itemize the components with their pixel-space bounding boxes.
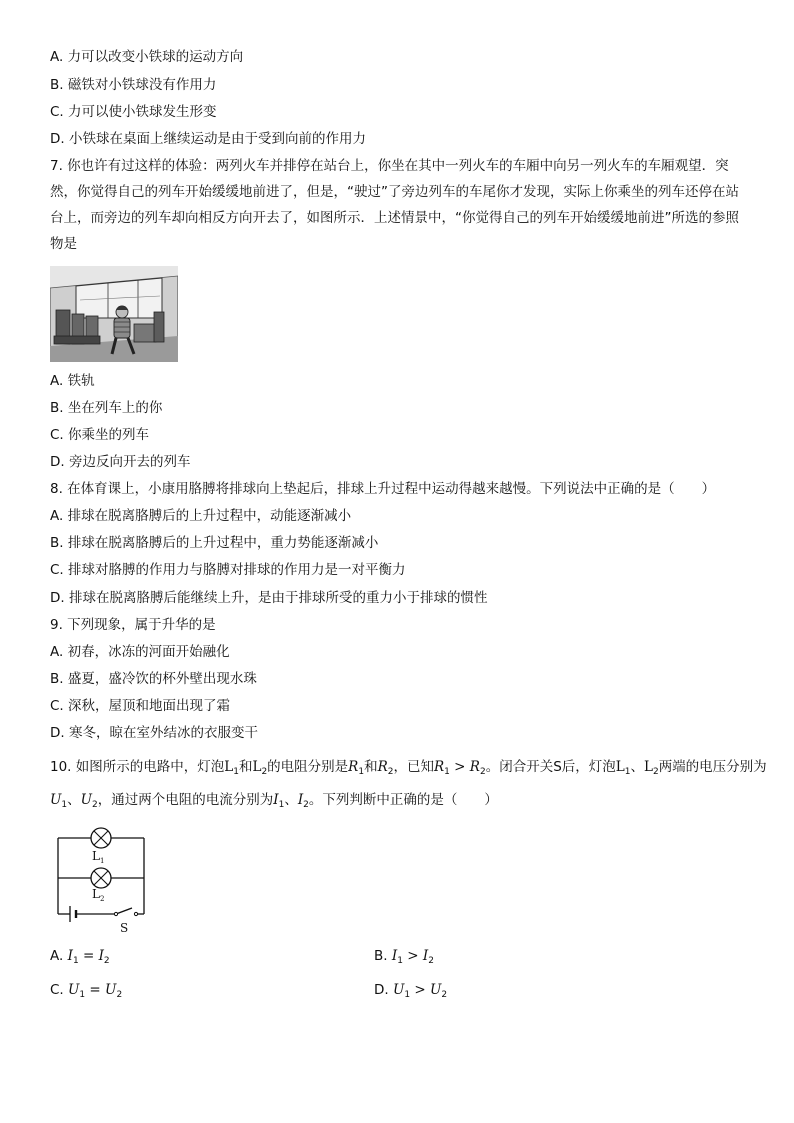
q8-option-d: D. 排球在脱离胳膊后能继续上升，是由于排球所受的重力小于排球的惯性	[50, 590, 488, 606]
q10-subscript: 2	[92, 800, 98, 810]
q10-symbol: L	[252, 759, 262, 775]
q10-symbol: I	[422, 948, 429, 964]
q10-text: ，已知	[393, 759, 434, 775]
q10-symbol: I	[391, 948, 398, 964]
q9-option-d: D. 寒冬，晾在室外结冰的衣服变干	[50, 725, 258, 741]
q10-stem-line1	[50, 758, 767, 776]
q10-subscript: 1	[72, 956, 79, 966]
q10-subscript: 1	[61, 800, 68, 810]
q10-subscript: 2	[652, 767, 659, 777]
q10-symbol: U	[50, 792, 62, 808]
q10-option-c	[50, 981, 122, 999]
q10-text: 、	[67, 792, 81, 808]
q7-option-d: D. 旁边反向开去的列车	[50, 454, 191, 470]
q10-option-d	[374, 981, 447, 999]
q10-subscript: 1	[79, 990, 86, 1000]
q7-option-a: A. 铁轨	[50, 373, 95, 389]
q6-option-c: C. 力可以使小铁球发生形变	[50, 104, 217, 120]
q6-option-b: B. 磁铁对小铁球没有作用力	[50, 77, 217, 93]
q10-subscript: 2	[261, 767, 268, 777]
q10-symbol: U	[80, 792, 93, 808]
q7-option-b: B. 坐在列车上的你	[50, 400, 163, 416]
q9-option-a: A. 初春，冰冻的河面开始融化	[50, 644, 230, 660]
q10-subscript: 1	[624, 767, 631, 777]
lamp-l1-icon	[91, 828, 111, 848]
label-l2: $L_2$	[92, 887, 105, 903]
q10-relation: >	[402, 948, 423, 964]
q10-text: 的电阻分别是	[267, 759, 349, 775]
q10-text: 、	[630, 759, 644, 775]
q10-subscript: 1	[397, 956, 403, 966]
q9-stem: 9. 下列现象，属于升华的是	[50, 617, 216, 633]
q10-subscript: 2	[103, 956, 110, 966]
q7-stem: 7. 你也许有过这样的体验：两列火车并排停在站台上，你坐在其中一列火车的车厢中向另一列火车的车厢观望．突然，你觉得自己的列车开始缓缓地前进了，但是，“驶过”了旁边列车的车尾你才发现，实际上你乘坐的列车还停在站台上，而旁边的列车却向相反方向开去了，如图所示．上述情景中，“你觉得自己的列车开始缓缓地前进”所选的参照物是	[50, 158, 739, 252]
q10-symbol: I	[67, 948, 73, 964]
q10-symbol: R	[377, 759, 388, 775]
q6-option-a: A. 力可以改变小铁球的运动方向	[50, 49, 244, 65]
option-prefix: C.	[50, 982, 69, 998]
q10-text: ，通过两个电阻的电流分别为	[97, 792, 274, 808]
lamp-l2-icon	[91, 868, 111, 888]
q10-symbol: I	[98, 948, 104, 964]
q10-symbol: U	[392, 982, 405, 998]
q10-symbol: R	[469, 759, 480, 775]
battery-icon	[70, 906, 76, 922]
label-switch: S	[120, 921, 129, 935]
q10-relation: >	[410, 982, 431, 998]
q10-text: 。闭合开关S后，灯泡	[485, 759, 616, 775]
q10-symbol: U	[430, 982, 442, 998]
circuit-diagram	[52, 826, 152, 936]
option-prefix: A.	[50, 948, 68, 964]
q10-text: 10. 如图所示的电路中，灯泡	[50, 759, 225, 775]
q10-symbol: L	[615, 759, 625, 775]
q10-symbol: R	[433, 759, 445, 775]
q10-symbol: U	[105, 982, 117, 998]
q10-symbol: R	[348, 759, 359, 775]
q8-option-b: B. 排球在脱离胳膊后的上升过程中，重力势能逐渐减小	[50, 535, 379, 551]
q10-subscript: 1	[404, 990, 411, 1000]
q10-symbol: L	[224, 759, 234, 775]
q8-stem: 8. 在体育课上，小康用胳膊将排球向上垫起后，排球上升过程中运动得越来越慢。下列说法中正确的是（ ）	[50, 481, 716, 497]
q10-subscript: 1	[278, 800, 285, 810]
q7-option-c: C. 你乘坐的列车	[50, 427, 150, 443]
q9-option-b: B. 盛夏，盛冷饮的杯外壁出现水珠	[50, 671, 257, 687]
q10-subscript: 2	[387, 767, 394, 777]
q10-text: 两端的电压分别为	[658, 759, 767, 775]
q10-subscript: 1	[444, 767, 450, 777]
q10-stem-line2	[50, 791, 498, 809]
q10-symbol: U	[68, 982, 80, 998]
q10-text: 。下列判断中正确的是（ ）	[308, 792, 498, 808]
q10-symbol: I	[297, 792, 304, 808]
q9-option-c: C. 深秋，屋顶和地面出现了霜	[50, 698, 231, 714]
q10-relation: >	[449, 759, 470, 775]
q8-option-a: A. 排球在脱离胳膊后的上升过程中，动能逐渐减小	[50, 508, 352, 524]
label-l1: $L_1$	[92, 849, 105, 865]
q8-option-c: C. 排球对胳膊的作用力与胳膊对排球的作用力是一对平衡力	[50, 562, 406, 578]
q6-option-d: D. 小铁球在桌面上继续运动是由于受到向前的作用力	[50, 131, 366, 147]
q10-text: 和	[238, 759, 253, 775]
q10-symbol: I	[273, 792, 279, 808]
q10-symbol: L	[643, 759, 653, 775]
q10-subscript: 2	[303, 800, 309, 810]
q10-relation: =	[78, 948, 99, 964]
q10-option-b	[374, 947, 434, 965]
q10-subscript: 2	[441, 990, 448, 1000]
q10-subscript: 2	[428, 956, 434, 966]
q10-subscript: 2	[116, 990, 123, 1000]
q10-subscript: 1	[358, 767, 365, 777]
option-prefix: B.	[374, 948, 392, 964]
q10-text: 和	[364, 759, 378, 775]
q10-subscript: 2	[479, 767, 486, 777]
q10-relation: =	[85, 982, 106, 998]
q10-text: 、	[284, 792, 298, 808]
option-prefix: D.	[374, 982, 393, 998]
q10-option-a	[50, 947, 110, 965]
train-interior-illustration	[50, 266, 178, 362]
q10-subscript: 1	[233, 767, 239, 777]
